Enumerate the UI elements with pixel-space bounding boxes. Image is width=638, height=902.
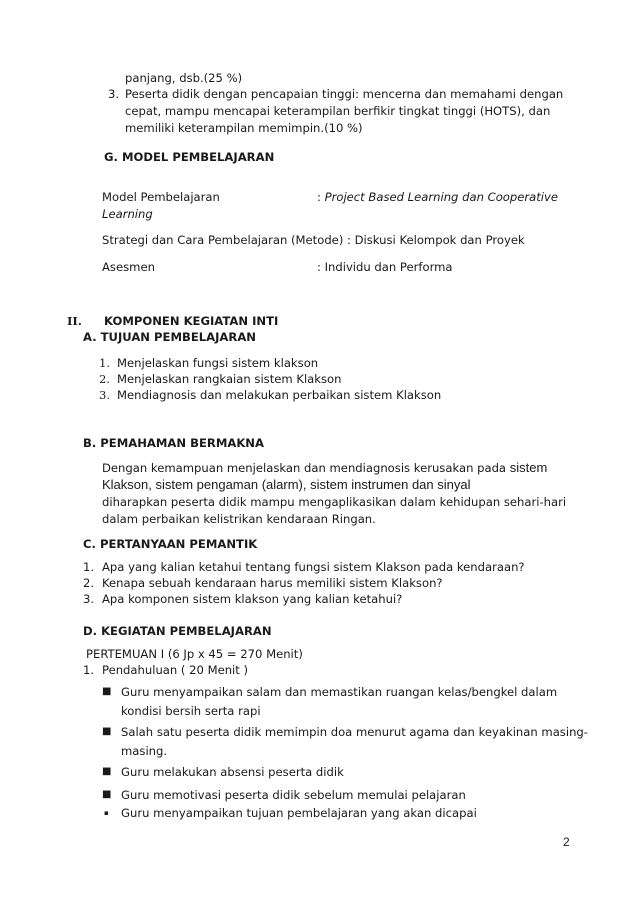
model-value-prefix: :	[317, 190, 325, 204]
pemantik-number: 1.	[83, 560, 95, 574]
list-item-line: memiliki keterampilan memimpin.(10 %)	[125, 121, 363, 135]
model-value-text: Project Based Learning dan Cooperative	[324, 190, 559, 204]
bullet-square-icon: ■	[102, 766, 112, 777]
bullet-small-square-icon: ▪	[104, 809, 109, 817]
subsection-heading-b: B. PEMAHAMAN BERMAKNA	[83, 436, 264, 450]
bullet-item-line: kondisi bersih serta rapi	[121, 704, 261, 718]
bullet-square-icon: ■	[102, 726, 112, 737]
pertemuan-line: PERTEMUAN I (6 Jp x 45 = 270 Menit)	[86, 647, 303, 661]
paragraph-line: diharapkan peserta didik mampu mengaplikasikan dalam kehidupan sehari-hari	[102, 495, 567, 509]
tujuan-item: Menjelaskan rangkaian sistem Klakson	[117, 372, 342, 386]
bullet-item-line: masing.	[121, 744, 168, 758]
paragraph-line: Klakson, sistem pengaman (alarm), sistem instrumen dan sinyal	[102, 477, 471, 492]
paragraph-line: dalam perbaikan kelistrikan kendaraan Ringan.	[102, 512, 376, 526]
tujuan-number: 1.	[99, 356, 111, 370]
list-item-line: cepat, mampu mencapai keterampilan berfikir tingkat tinggi (HOTS), dan	[125, 104, 551, 118]
bullet-item-line: Salah satu peserta didik memimpin doa menurut agama dan keyakinan masing-	[121, 725, 588, 739]
subsection-heading-a: A. TUJUAN PEMBELAJARAN	[83, 330, 256, 344]
model-value	[317, 189, 558, 205]
tujuan-number: 2.	[99, 372, 111, 386]
bullet-square-icon: ■	[102, 686, 112, 697]
pemantik-item: Apa komponen sistem klakson yang kalian ketahui?	[102, 592, 403, 606]
subsection-heading-c: C. PERTANYAAN PEMANTIK	[83, 537, 258, 551]
section-heading-ii: KOMPONEN KEGIATAN INTI	[104, 314, 279, 328]
model-label: Model Pembelajaran	[102, 190, 220, 204]
pemantik-number: 3.	[83, 592, 95, 606]
bullet-square-icon: ■	[102, 789, 112, 800]
paragraph-text: sistem	[509, 460, 548, 475]
bullet-item-line: Guru melakukan absensi peserta didik	[121, 765, 344, 779]
section-numeral: II.	[67, 314, 82, 328]
list-number: 3.	[108, 87, 120, 101]
section-heading-g: G. MODEL PEMBELAJARAN	[104, 150, 275, 164]
tujuan-number: 3.	[99, 388, 111, 402]
strategi-line: Strategi dan Cara Pembelajaran (Metode) : Diskusi Kelompok dan Proyek	[102, 233, 525, 247]
asesmen-value: : Individu dan Performa	[317, 260, 453, 274]
pendahuluan-number: 1.	[83, 663, 95, 677]
page-number: 2	[563, 835, 570, 849]
paragraph-text: Dengan kemampuan menjelaskan dan mendiagnosis kerusakan pada	[102, 461, 510, 475]
subsection-heading-d: D. KEGIATAN PEMBELAJARAN	[83, 624, 272, 638]
asesmen-label: Asesmen	[102, 260, 155, 274]
pemantik-item: Apa yang kalian ketahui tentang fungsi sistem Klakson pada kendaraan?	[102, 560, 525, 574]
bullet-item-line: Guru menyampaikan tujuan pembelajaran yang akan dicapai	[121, 806, 477, 820]
pemantik-number: 2.	[83, 576, 95, 590]
list-item-line: Peserta didik dengan pencapaian tinggi: mencerna dan memahami dengan	[125, 87, 564, 101]
tujuan-item: Mendiagnosis dan melakukan perbaikan sistem Klakson	[117, 388, 442, 402]
pendahuluan-heading: Pendahuluan ( 20 Menit )	[102, 663, 249, 677]
model-value-line2: Learning	[102, 207, 153, 221]
paragraph-line	[102, 460, 547, 476]
tujuan-item: Menjelaskan fungsi sistem klakson	[117, 356, 319, 370]
list-item-continuation: panjang, dsb.(25 %)	[125, 71, 243, 85]
bullet-item-line: Guru memotivasi peserta didik sebelum memulai pelajaran	[121, 788, 466, 802]
pemantik-item: Kenapa sebuah kendaraan harus memiliki sistem Klakson?	[102, 576, 443, 590]
bullet-item-line: Guru menyampaikan salam dan memastikan ruangan kelas/bengkel dalam	[121, 685, 558, 699]
